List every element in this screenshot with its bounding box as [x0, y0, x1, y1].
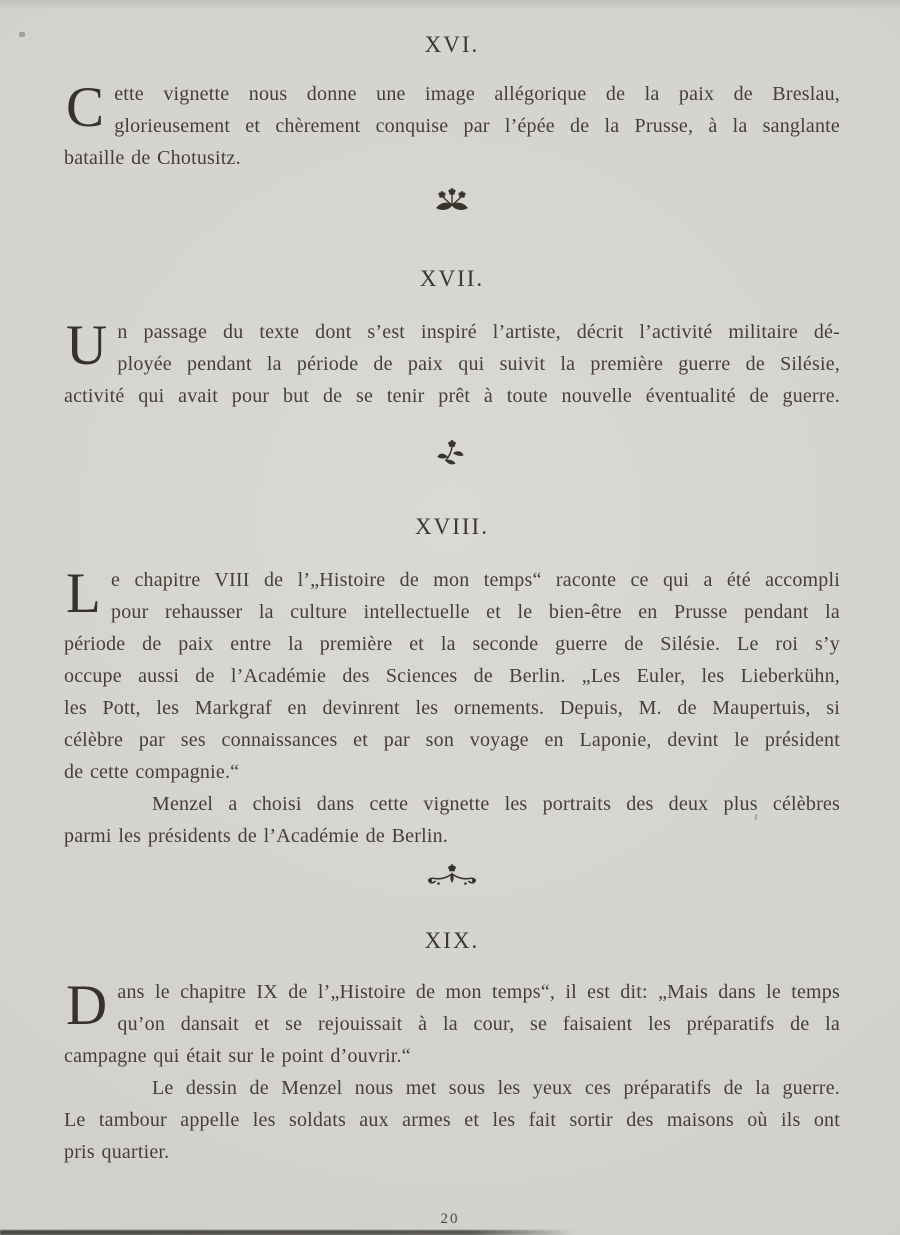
flower-sprig-icon [437, 440, 467, 468]
text-line: bataille de Chotusitz. [64, 147, 241, 169]
text-line: Menzel a choisi dans cette vignette les portraits des deux plus célèbres [152, 793, 840, 815]
text-line: célèbre par ses connaissances et par son voyage en Laponie, devint le président [64, 729, 840, 751]
flower-bouquet-icon [433, 188, 471, 216]
text-line: glorieusement et chèrement conquise par l’épée de la Prusse, à la sanglante [114, 115, 840, 137]
section-heading-xix: XIX. [424, 928, 480, 953]
dropcap-initial: D [66, 974, 108, 1037]
text-line: pris quartier. [64, 1141, 170, 1163]
paragraph-xvii [64, 316, 840, 412]
scroll-ornament-icon [425, 864, 479, 888]
paragraph-xviii-2 [64, 788, 840, 852]
page-number: 20 [440, 1211, 460, 1227]
text-line: période de paix entre la première et la seconde guerre de Silésie. Le roi s’y [64, 633, 840, 655]
text-line: activité qui avait pour but de se tenir prêt à toute nouvelle éventualité de guerre. [64, 385, 840, 407]
paragraph-xvi [64, 78, 840, 174]
text-line: campagne qui était sur le point d’ouvrir.“ [64, 1045, 411, 1067]
section-heading-xvii: XVII. [419, 266, 485, 291]
fleuron-divider [64, 864, 840, 890]
text-line: de cette compagnie.“ [64, 761, 240, 783]
text-line: les Pott, les Markgraf en devinrent les ornements. Depuis, M. de Maupertuis, si [64, 697, 840, 719]
paragraph-xviii [64, 564, 840, 788]
text-line: ette vignette nous donne une image allégorique de la paix de Breslau, [114, 83, 840, 105]
text-line: Le dessin de Menzel nous met sous les yeux ces préparatifs de la guerre. [152, 1077, 840, 1099]
dropcap-initial: U [66, 314, 108, 377]
paragraph-xix-2 [64, 1072, 840, 1168]
fleuron-divider [64, 440, 840, 468]
text-line: qu’on dansait et se rejouissait à la cour, se faisaient les préparatifs de la [117, 1013, 840, 1035]
text-line: pour rehausser la culture intellectuelle et le bien-être en Prusse pendant la [111, 601, 840, 623]
paragraph-xix [64, 976, 840, 1072]
section-heading-xviii: XVIII. [415, 514, 489, 539]
section-heading-xvi: XVI. [424, 32, 480, 57]
scan-bottom-edge [0, 1230, 575, 1235]
text-line: e chapitre VIII de l’„Histoire de mon temps“ raconte ce qui a été accompli [111, 569, 840, 591]
text-line: parmi les présidents de l’Académie de Berlin. [64, 825, 448, 847]
text-line: ans le chapitre IX de l’„Histoire de mon temps“, il est dit: „Mais dans le temps [117, 981, 840, 1003]
text-line: ployée pendant la période de paix qui suivit la première guerre de Silésie, [117, 353, 840, 375]
text-line: n passage du texte dont s’est inspiré l’artiste, décrit l’activité militaire dé- [117, 321, 840, 343]
fleuron-divider [64, 188, 840, 216]
text-line: Le tambour appelle les soldats aux armes et les fait sortir des maisons où ils ont [64, 1109, 840, 1131]
dropcap-initial: C [66, 76, 105, 139]
dropcap-initial: L [66, 562, 102, 625]
text-line: occupe aussi de l’Académie des Sciences de Berlin. „Les Euler, les Lieberkühn, [64, 665, 840, 687]
